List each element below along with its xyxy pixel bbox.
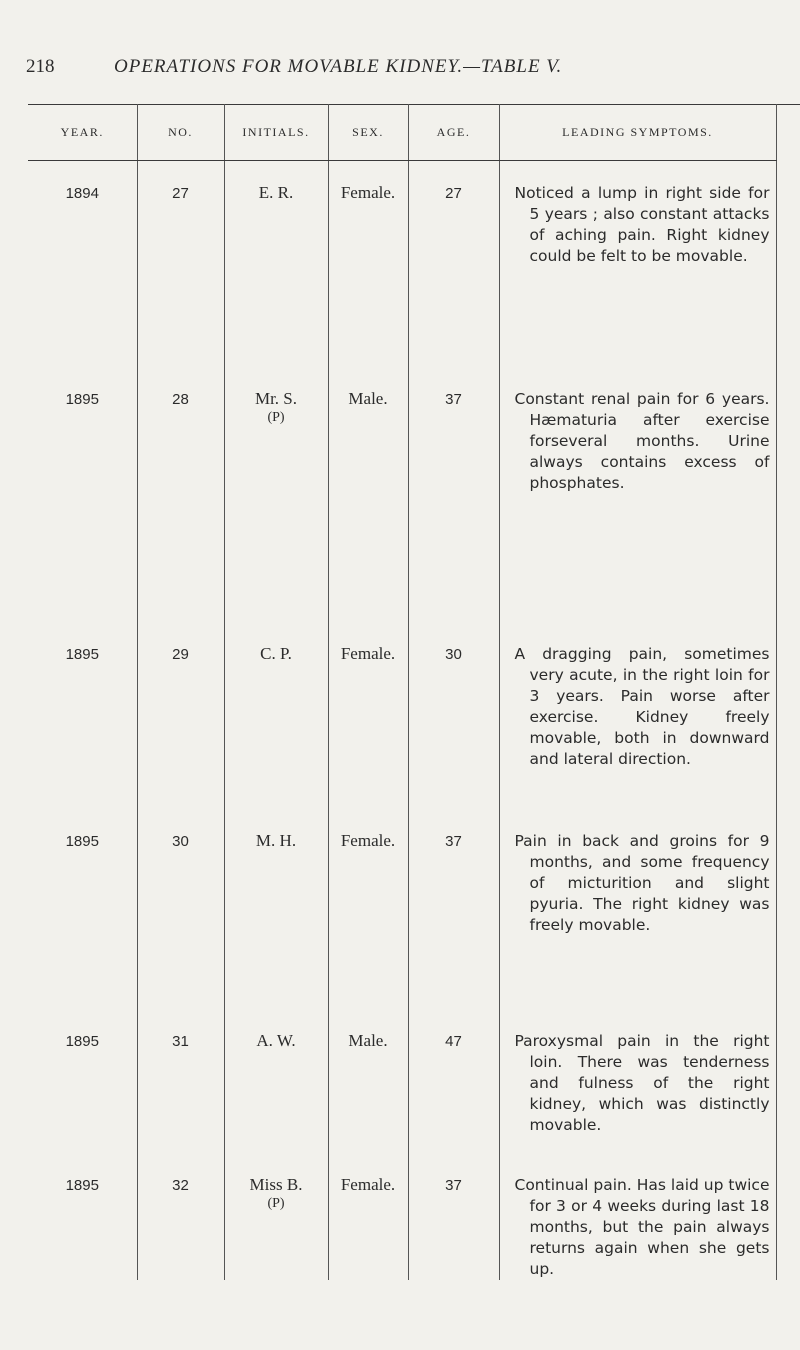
initials-text: C. P. bbox=[260, 643, 292, 663]
age-cell: 37 bbox=[408, 1153, 499, 1280]
sex-cell: Male. bbox=[328, 367, 408, 622]
table-row bbox=[28, 622, 776, 809]
year-cell: 1894 bbox=[28, 161, 137, 367]
age-cell: 30 bbox=[408, 622, 499, 809]
year-cell: 1895 bbox=[28, 622, 137, 809]
cases-table bbox=[28, 104, 777, 1280]
initials-cell bbox=[224, 622, 328, 809]
case-number-cell: 30 bbox=[137, 809, 224, 1009]
initials-text: E. R. bbox=[258, 183, 294, 202]
column-header-initials: INITIALS. bbox=[224, 104, 328, 161]
case-number-cell: 31 bbox=[137, 1009, 224, 1153]
symptoms-cell bbox=[499, 809, 776, 1009]
case-number-cell: 32 bbox=[137, 1153, 224, 1280]
initials-text: A. W. bbox=[256, 1030, 296, 1050]
age-cell: 37 bbox=[408, 367, 499, 622]
table-header-row bbox=[28, 104, 776, 161]
initials-text: Miss B. bbox=[249, 1174, 303, 1194]
initials-cell bbox=[224, 367, 328, 622]
initials-cell bbox=[224, 161, 328, 367]
table-row bbox=[28, 1153, 776, 1280]
initials-cell bbox=[224, 1153, 328, 1280]
symptoms-text: Noticed a lump in right side for 5 years ; also constant attacks of aching pain. Right kidney could be felt to be movable. bbox=[514, 184, 770, 265]
case-number-cell: 28 bbox=[137, 367, 224, 622]
age-cell: 27 bbox=[408, 161, 499, 367]
page-header bbox=[26, 56, 766, 86]
symptoms-cell bbox=[499, 1009, 776, 1153]
initials-text: M. H. bbox=[255, 830, 297, 850]
sex-cell: Female. bbox=[328, 161, 408, 367]
year-cell: 1895 bbox=[28, 1009, 137, 1153]
sex-cell: Female. bbox=[328, 622, 408, 809]
initials-cell bbox=[224, 1009, 328, 1153]
table-row bbox=[28, 367, 776, 622]
symptoms-text: Continual pain. Has laid up twice for 3 or 4 weeks during last 18 months, but the pain always returns again when she gets up. bbox=[514, 1175, 770, 1278]
column-header-no: NO. bbox=[137, 104, 224, 161]
symptoms-text: A dragging pain, sometimes very acute, in the right loin for 3 years. Pain worse after exercise. Kidney freely movable, both in downward and lateral direction. bbox=[514, 644, 770, 768]
initials-cell bbox=[224, 809, 328, 1009]
running-title: OPERATIONS FOR MOVABLE KIDNEY.—TABLE V. bbox=[114, 56, 563, 77]
sex-cell: Female. bbox=[328, 809, 408, 1009]
age-cell: 37 bbox=[408, 809, 499, 1009]
case-number-cell: 29 bbox=[137, 622, 224, 809]
cases-table-container bbox=[28, 104, 776, 1280]
symptoms-cell bbox=[499, 367, 776, 622]
year-cell: 1895 bbox=[28, 367, 137, 622]
initials-note: (P) bbox=[267, 409, 285, 425]
table-row bbox=[28, 1009, 776, 1153]
year-cell: 1895 bbox=[28, 809, 137, 1009]
column-header-sex: SEX. bbox=[328, 104, 408, 161]
age-cell: 47 bbox=[408, 1009, 499, 1153]
column-header-symptoms: LEADING SYMPTOMS. bbox=[499, 104, 776, 161]
year-cell: 1895 bbox=[28, 1153, 137, 1280]
symptoms-text: Constant renal pain for 6 years. Hæmaturia after exercise forseveral months. Urine always contains excess of phosphates. bbox=[514, 389, 770, 492]
sex-cell: Female. bbox=[328, 1153, 408, 1280]
column-header-age: AGE. bbox=[408, 104, 499, 161]
column-header-year: YEAR. bbox=[28, 104, 137, 161]
symptoms-cell bbox=[499, 161, 776, 367]
symptoms-cell bbox=[499, 622, 776, 809]
symptoms-cell bbox=[499, 1153, 776, 1280]
initials-text: Mr. S. bbox=[254, 388, 298, 408]
symptoms-text: Pain in back and groins for 9 months, and some frequency of micturition and slight pyuria. The right kidney was freely movable. bbox=[514, 831, 770, 934]
case-number-cell: 27 bbox=[137, 161, 224, 367]
symptoms-text: Paroxysmal pain in the right loin. There was tenderness and fulness of the right kidney, which was distinctly movable. bbox=[514, 1031, 770, 1134]
sex-cell: Male. bbox=[328, 1009, 408, 1153]
initials-note: (P) bbox=[267, 1195, 285, 1211]
page-number: 218 bbox=[26, 56, 55, 77]
table-row bbox=[28, 809, 776, 1009]
table-row bbox=[28, 161, 776, 367]
